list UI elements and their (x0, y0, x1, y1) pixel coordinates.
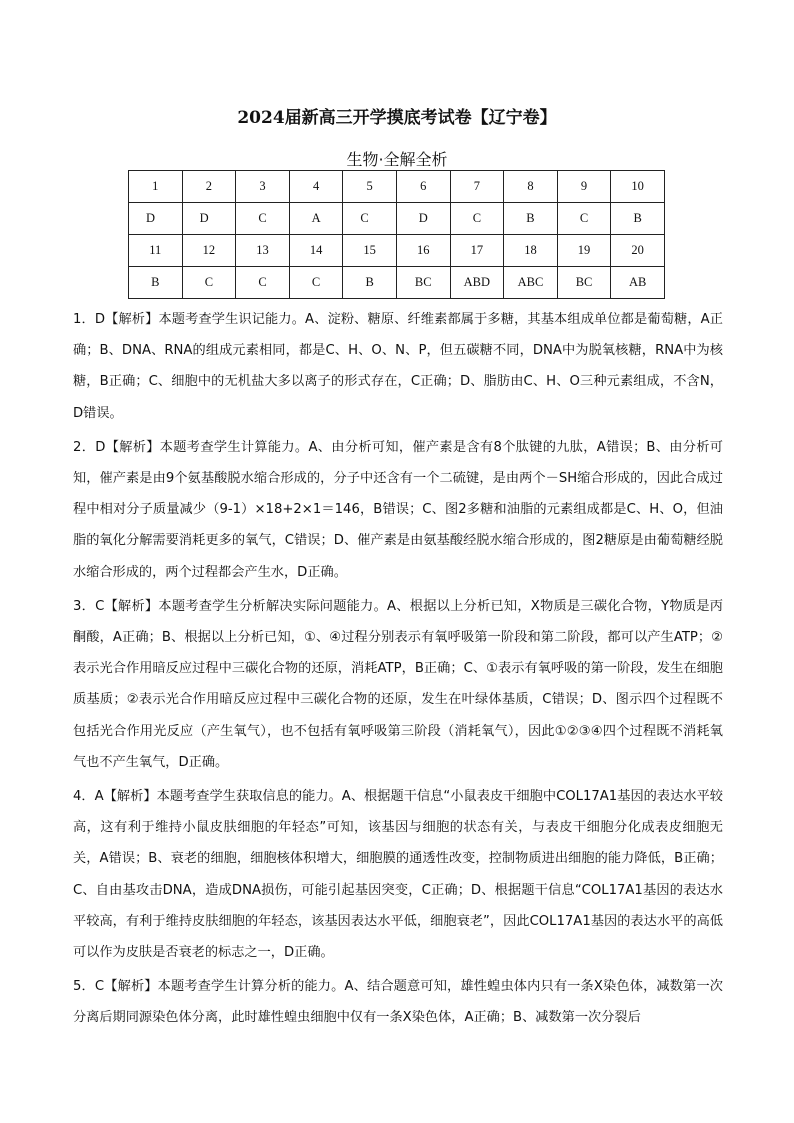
explanation-3: 3．C【解析】本题考查学生分析解决实际问题能力。A、根据以上分析已知，X物质是三碳化合物，Y物质是丙酮酸，A正确；B、根据以上分析已知，①、④过程分别表示有氧呼吸第一阶段和第二阶段，都可以产生ATP；②表示光合作用暗反应过程中三碳化合物的还原，消耗ATP，B正确；C、①表示有氧呼吸的第一阶段，发生在细胞质基质；②表示光合作用暗反应过程中三碳化合物的还原，发生在叶绿体基质，C错误；D、图示四个过程既不包括光合作用光反应（产生氧气），也不包括有氧呼吸第三阶段（消耗氧气），因此①②③④四个过程既不消耗氧气也不产生氧气，D正确。 (73, 598, 723, 770)
question-number-row (129, 171, 665, 203)
answer-cell: C (236, 203, 290, 235)
question-number-cell: 18 (504, 235, 558, 267)
question-number-cell: 13 (236, 235, 290, 267)
answer-row (129, 203, 665, 235)
question-number-cell: 1 (129, 171, 183, 203)
question-number-cell: 4 (289, 171, 343, 203)
answer-cell: B (504, 203, 558, 235)
answer-cell: BC (396, 267, 450, 299)
question-number-cell: 5 (343, 171, 397, 203)
answer-cell: D (129, 203, 183, 235)
answer-cell: AB (611, 267, 665, 299)
answer-cell: B (343, 267, 397, 299)
document-title: 2024届新高三开学摸底考试卷【辽宁卷】 (237, 108, 557, 128)
question-number-cell: 20 (611, 235, 665, 267)
question-number-cell: 2 (182, 171, 236, 203)
answer-cell: C (182, 267, 236, 299)
answer-cell: B (611, 203, 665, 235)
question-number-cell: 11 (129, 235, 183, 267)
question-number-cell: 16 (396, 235, 450, 267)
answer-cell: C (557, 203, 611, 235)
answer-cell: C (450, 203, 504, 235)
answer-cell: C (343, 203, 397, 235)
explanation-1: 1．D【解析】本题考查学生识记能力。A、淀粉、糖原、纤维素都属于多糖，其基本组成单位都是葡萄糖，A正确；B、DNA、RNA的组成元素相同，都是C、H、O、N、P，但五碳糖不同，DNA中为脱氧核糖，RNA中为核糖，B正确；C、细胞中的无机盐大多以离子的形式存在，C正确；D、脂肪由C、H、O三种元素组成，不含N，D错误。 (73, 312, 723, 421)
question-number-cell: 6 (396, 171, 450, 203)
explanations (73, 304, 723, 1037)
answer-cell: BC (557, 267, 611, 299)
answer-cell: C (289, 267, 343, 299)
answer-cell: ABD (450, 267, 504, 299)
question-number-cell: 19 (557, 235, 611, 267)
question-number-cell: 15 (343, 235, 397, 267)
answer-cell: C (236, 267, 290, 299)
explanation-5: 5．C【解析】本题考查学生计算分析的能力。A、结合题意可知，雄性蝗虫体内只有一条X染色体，减数第一次分离后期同源染色体分离，此时雄性蝗虫细胞中仅有一条X染色体，A正确；B、减数第一次分裂后 (73, 979, 723, 1026)
answer-row (129, 267, 665, 299)
question-number-cell: 7 (450, 171, 504, 203)
answer-cell: A (289, 203, 343, 235)
answer-table (128, 170, 665, 299)
answer-cell: ABC (504, 267, 558, 299)
question-number-cell: 8 (504, 171, 558, 203)
explanation-2: 2．D【解析】本题考查学生计算能力。A、由分析可知，催产素是含有8个肽键的九肽，A错误；B、由分析可知，催产素是由9个氨基酸脱水缩合形成的，分子中还含有一个二硫键，是由两个－SH缩合形成的，因此合成过程中相对分子质量减少（9-1）×18+2×1＝146，B错误；C、图2多糖和油脂的元素组成都是C、H、O，但油脂的氧化分解需要消耗更多的氧气，C错误；D、催产素是由氨基酸经脱水缩合形成的，图2糖原是由葡萄糖经脱水缩合形成的，两个过程都会产生水，D正确。 (73, 439, 723, 580)
answer-cell: D (396, 203, 450, 235)
question-number-cell: 10 (611, 171, 665, 203)
question-number-cell: 9 (557, 171, 611, 203)
answer-cell: B (129, 267, 183, 299)
question-number-cell: 17 (450, 235, 504, 267)
explanation-4: 4．A【解析】本题考查学生获取信息的能力。A、根据题干信息“小鼠表皮干细胞中COL17A1基因的表达水平较高，这有利于维持小鼠皮肤细胞的年轻态”可知，该基因与细胞的状态有关，与表皮干细胞分化成表皮细胞无关，A错误；B、衰老的细胞，细胞核体积增大，细胞膜的通透性改变，控制物质进出细胞的能力降低，B正确；C、自由基攻击DNA，造成DNA损伤，可能引起基因突变，C正确；D、根据题干信息“COL17A1基因的表达水平较高，有利于维持皮肤细胞的年轻态，该基因表达水平低，细胞衰老”，因此COL17A1基因的表达水平的高低可以作为皮肤是否衰老的标志之一，D正确。 (73, 789, 723, 961)
document-subtitle: 生物·全解全析 (346, 150, 448, 169)
question-number-cell: 3 (236, 171, 290, 203)
answer-cell: D (182, 203, 236, 235)
question-number-row (129, 235, 665, 267)
question-number-cell: 12 (182, 235, 236, 267)
question-number-cell: 14 (289, 235, 343, 267)
